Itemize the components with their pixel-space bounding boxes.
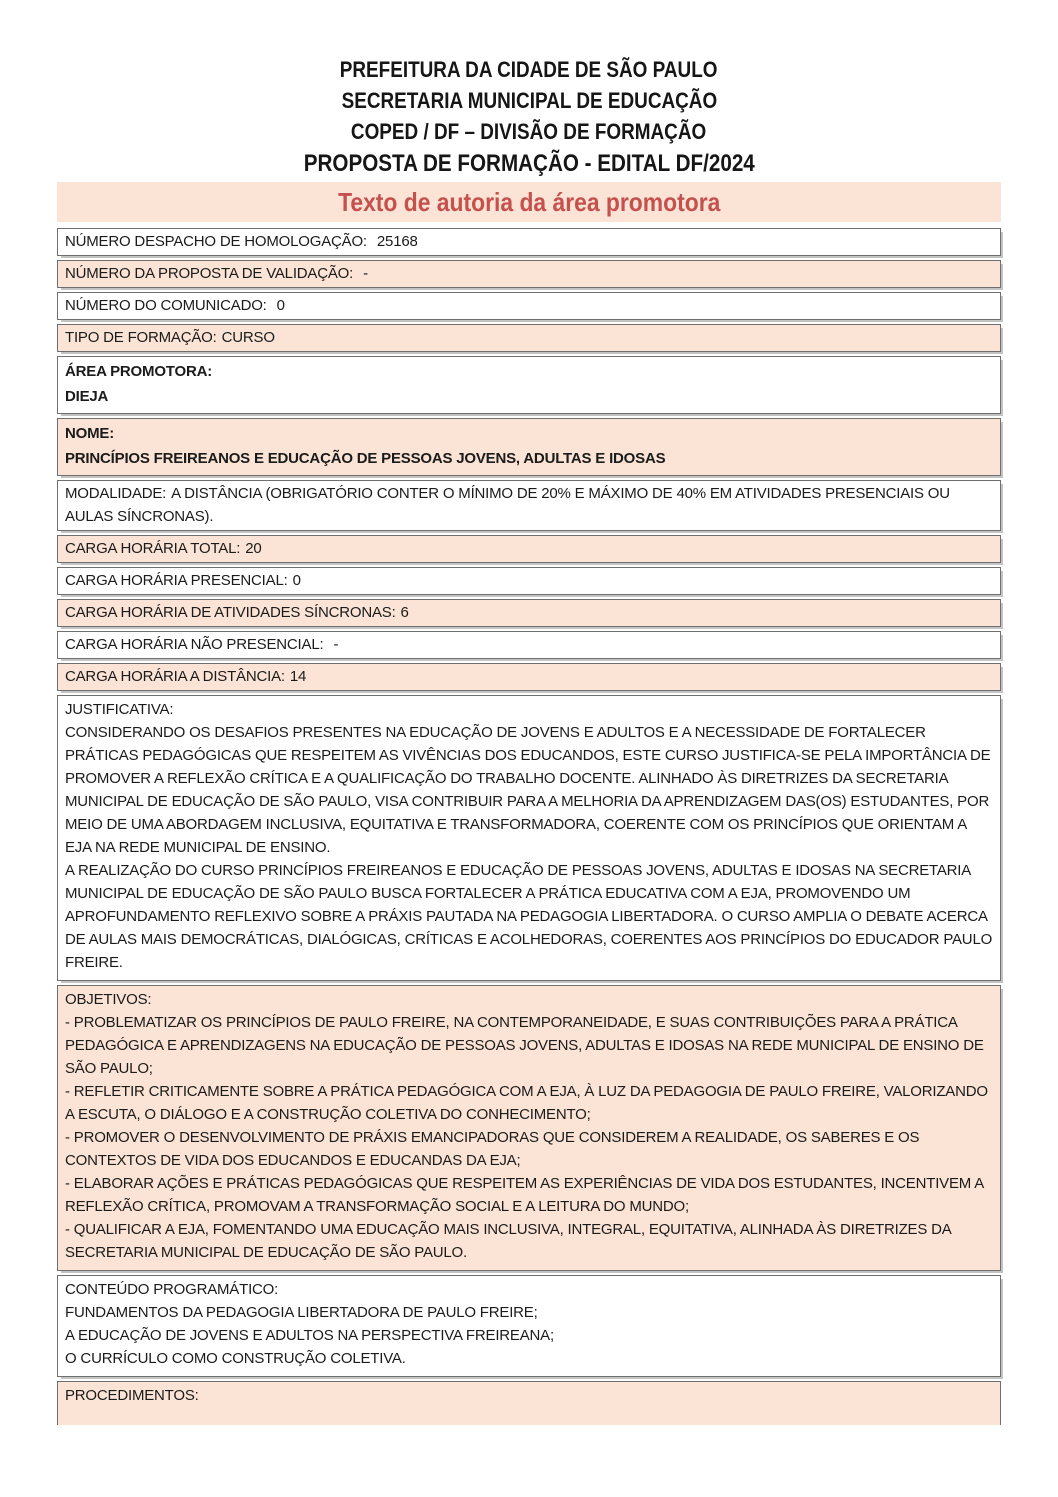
section-conteudo-programatico: [57, 1275, 1001, 1377]
field-label: ÁREA PROMOTORA:: [65, 363, 213, 380]
section-title: OBJETIVOS:: [65, 991, 152, 1008]
field-label: CARGA HORÁRIA TOTAL:: [65, 540, 241, 557]
header-line-secretaria: [0, 85, 1058, 116]
field-value: 0: [292, 572, 301, 589]
field-label: CARGA HORÁRIA PRESENCIAL:: [65, 572, 288, 589]
field-value: PRINCÍPIOS FREIREANOS E EDUCAÇÃO DE PESSOAS JOVENS, ADULTAS E IDOSAS: [65, 450, 666, 467]
field-value: 14: [289, 668, 307, 685]
field-label: NÚMERO DA PROPOSTA DE VALIDAÇÃO:: [65, 265, 354, 282]
header-line-prefeitura: [0, 54, 1058, 85]
field-label: CARGA HORÁRIA NÃO PRESENCIAL:: [65, 636, 324, 653]
field-value: -: [363, 265, 368, 282]
section-title: PROCEDIMENTOS:: [65, 1387, 199, 1404]
field-value: DIEJA: [65, 388, 109, 405]
field-modalidade: [57, 480, 1001, 531]
header-line-proposta-text: PROPOSTA DE FORMAÇÃO - EDITAL DF/2024: [303, 150, 755, 177]
field-area-promotora: [57, 356, 1001, 414]
field-label: CARGA HORÁRIA A DISTÂNCIA:: [65, 668, 285, 685]
section-paragraph: CONSIDERANDO OS DESAFIOS PRESENTES NA EDUCAÇÃO DE JOVENS E ADULTOS E A NECESSIDADE DE FORTALECER PRÁTICAS PEDAGÓGICAS QUE RESPEITEM AS VIVÊNCIAS DOS EDUCANDOS, ESTE CURSO JUSTIFICA-SE PELA IMPORTÂNCIA DE PROMOVER A REFLEXÃO CRÍTICA E A QUALIFICAÇÃO DO TRABALHO DOCENTE. ALINHADO ÀS DIRETRIZES DA SECRETARIA MUNICIPAL DE EDUCAÇÃO DE SÃO PAULO, VISA CONTRIBUIR PARA A MELHORIA DA APRENDIZAGEM DAS(OS) ESTUDANTES, POR MEIO DE UMA ABORDAGEM INCLUSIVA, EQUITATIVA E TRANSFORMADORA, COERENTE COM OS PRINCÍPIOS QUE ORIENTAM A EJA NA REDE MUNICIPAL DE ENSINO.: [65, 724, 991, 856]
section-title: CONTEÚDO PROGRAMÁTICO:: [65, 1281, 279, 1298]
header-line-secretaria-text: SECRETARIA MUNICIPAL DE EDUCAÇÃO: [341, 88, 717, 113]
field-nome: [57, 418, 1001, 476]
field-value: 6: [400, 604, 409, 621]
field-carga-horaria-distancia: [57, 663, 1001, 691]
section-paragraph: - REFLETIR CRITICAMENTE SOBRE A PRÁTICA PEDAGÓGICA COM A EJA, À LUZ DA PEDAGOGIA DE PAULO FREIRE, VALORIZANDO A ESCUTA, O DIÁLOGO E A CONSTRUÇÃO COLETIVA DO CONHECIMENTO;: [65, 1083, 988, 1123]
section-procedimentos: [57, 1381, 1001, 1425]
field-value: 0: [276, 297, 285, 314]
field-numero-comunicado: [57, 292, 1001, 320]
field-label: MODALIDADE:: [65, 485, 167, 502]
section-title: JUSTIFICATIVA:: [65, 701, 174, 718]
form-rows: [57, 228, 1001, 1425]
header-line-proposta: [0, 147, 1058, 180]
section-paragraph: O CURRÍCULO COMO CONSTRUÇÃO COLETIVA.: [65, 1350, 406, 1367]
field-carga-horaria-nao-presencial: [57, 631, 1001, 659]
section-paragraph: - QUALIFICAR A EJA, FOMENTANDO UMA EDUCAÇÃO MAIS INCLUSIVA, INTEGRAL, EQUITATIVA, ALINHADA ÀS DIRETRIZES DA SECRETARIA MUNICIPAL DE EDUCAÇÃO DE SÃO PAULO.: [65, 1221, 951, 1261]
document-header: [0, 54, 1058, 180]
field-carga-horaria-total: [57, 535, 1001, 563]
banner: [57, 182, 1001, 222]
field-label: NÚMERO DO COMUNICADO:: [65, 297, 267, 314]
field-carga-horaria-presencial: [57, 567, 1001, 595]
section-paragraph: FUNDAMENTOS DA PEDAGOGIA LIBERTADORA DE PAULO FREIRE;: [65, 1304, 538, 1321]
field-value: -: [333, 636, 339, 653]
field-tipo-formacao: [57, 324, 1001, 352]
section-paragraph: - ELABORAR AÇÕES E PRÁTICAS PEDAGÓGICAS QUE RESPEITEM AS EXPERIÊNCIAS DE VIDA DOS ESTUDANTES, INCENTIVEM A REFLEXÃO CRÍTICA, PROMOVAM A TRANSFORMAÇÃO SOCIAL E A LEITURA DO MUNDO;: [65, 1175, 984, 1215]
section-paragraph: A REALIZAÇÃO DO CURSO PRINCÍPIOS FREIREANOS E EDUCAÇÃO DE PESSOAS JOVENS, ADULTAS E IDOSAS NA SECRETARIA MUNICIPAL DE EDUCAÇÃO DE SÃO PAULO BUSCA FORTALECER A PRÁTICA EDUCATIVA COM A EJA, PROMOVENDO UM APROFUNDAMENTO REFLEXIVO SOBRE A PRÁXIS PAUTADA NA PEDAGOGIA LIBERTADORA. O CURSO AMPLIA O DEBATE ACERCA DE AULAS MAIS DEMOCRÁTICAS, DIALÓGICAS, CRÍTICAS E ACOLHEDORAS, COERENTES AOS PRINCÍPIOS DO EDUCADOR PAULO FREIRE.: [65, 862, 993, 971]
field-label: NOME:: [65, 425, 114, 442]
field-value: CURSO: [221, 329, 275, 346]
field-numero-proposta-validacao: [57, 260, 1001, 288]
field-value: 25168: [376, 233, 418, 250]
field-numero-despacho-homologacao: [57, 228, 1001, 256]
field-value: A DISTÂNCIA (OBRIGATÓRIO CONTER O MÍNIMO DE 20% E MÁXIMO DE 40% EM ATIVIDADES PRESENCIAIS OU AULAS SÍNCRONAS).: [65, 485, 950, 525]
field-label: TIPO DE FORMAÇÃO:: [65, 329, 217, 346]
header-line-coped-text: COPED / DF – DIVISÃO DE FORMAÇÃO: [351, 119, 707, 144]
field-label: CARGA HORÁRIA DE ATIVIDADES SÍNCRONAS:: [65, 604, 396, 621]
banner-title: Texto de autoria da área promotora: [337, 186, 721, 217]
section-paragraph: - PROMOVER O DESENVOLVIMENTO DE PRÁXIS EMANCIPADORAS QUE CONSIDEREM A REALIDADE, OS SABERES E OS CONTEXTOS DE VIDA DOS EDUCANDOS E EDUCANDAS DA EJA;: [65, 1129, 920, 1169]
section-paragraph: - PROBLEMATIZAR OS PRINCÍPIOS DE PAULO FREIRE, NA CONTEMPORANEIDADE, E SUAS CONTRIBUIÇÕES PARA A PRÁTICA PEDAGÓGICA E APRENDIZAGENS NA EDUCAÇÃO DE PESSOAS JOVENS, ADULTAS E IDOSAS NA REDE MUNICIPAL DE ENSINO DE SÃO PAULO;: [65, 1014, 984, 1077]
field-carga-horaria-sincronas: [57, 599, 1001, 627]
section-justificativa: [57, 695, 1001, 981]
header-line-prefeitura-text: PREFEITURA DA CIDADE DE SÃO PAULO: [340, 57, 718, 82]
header-line-coped: [0, 116, 1058, 147]
section-objetivos: [57, 985, 1001, 1271]
field-label: NÚMERO DESPACHO DE HOMOLOGAÇÃO:: [65, 233, 367, 250]
field-value: 20: [245, 540, 262, 557]
section-paragraph: A EDUCAÇÃO DE JOVENS E ADULTOS NA PERSPECTIVA FREIREANA;: [65, 1327, 554, 1344]
